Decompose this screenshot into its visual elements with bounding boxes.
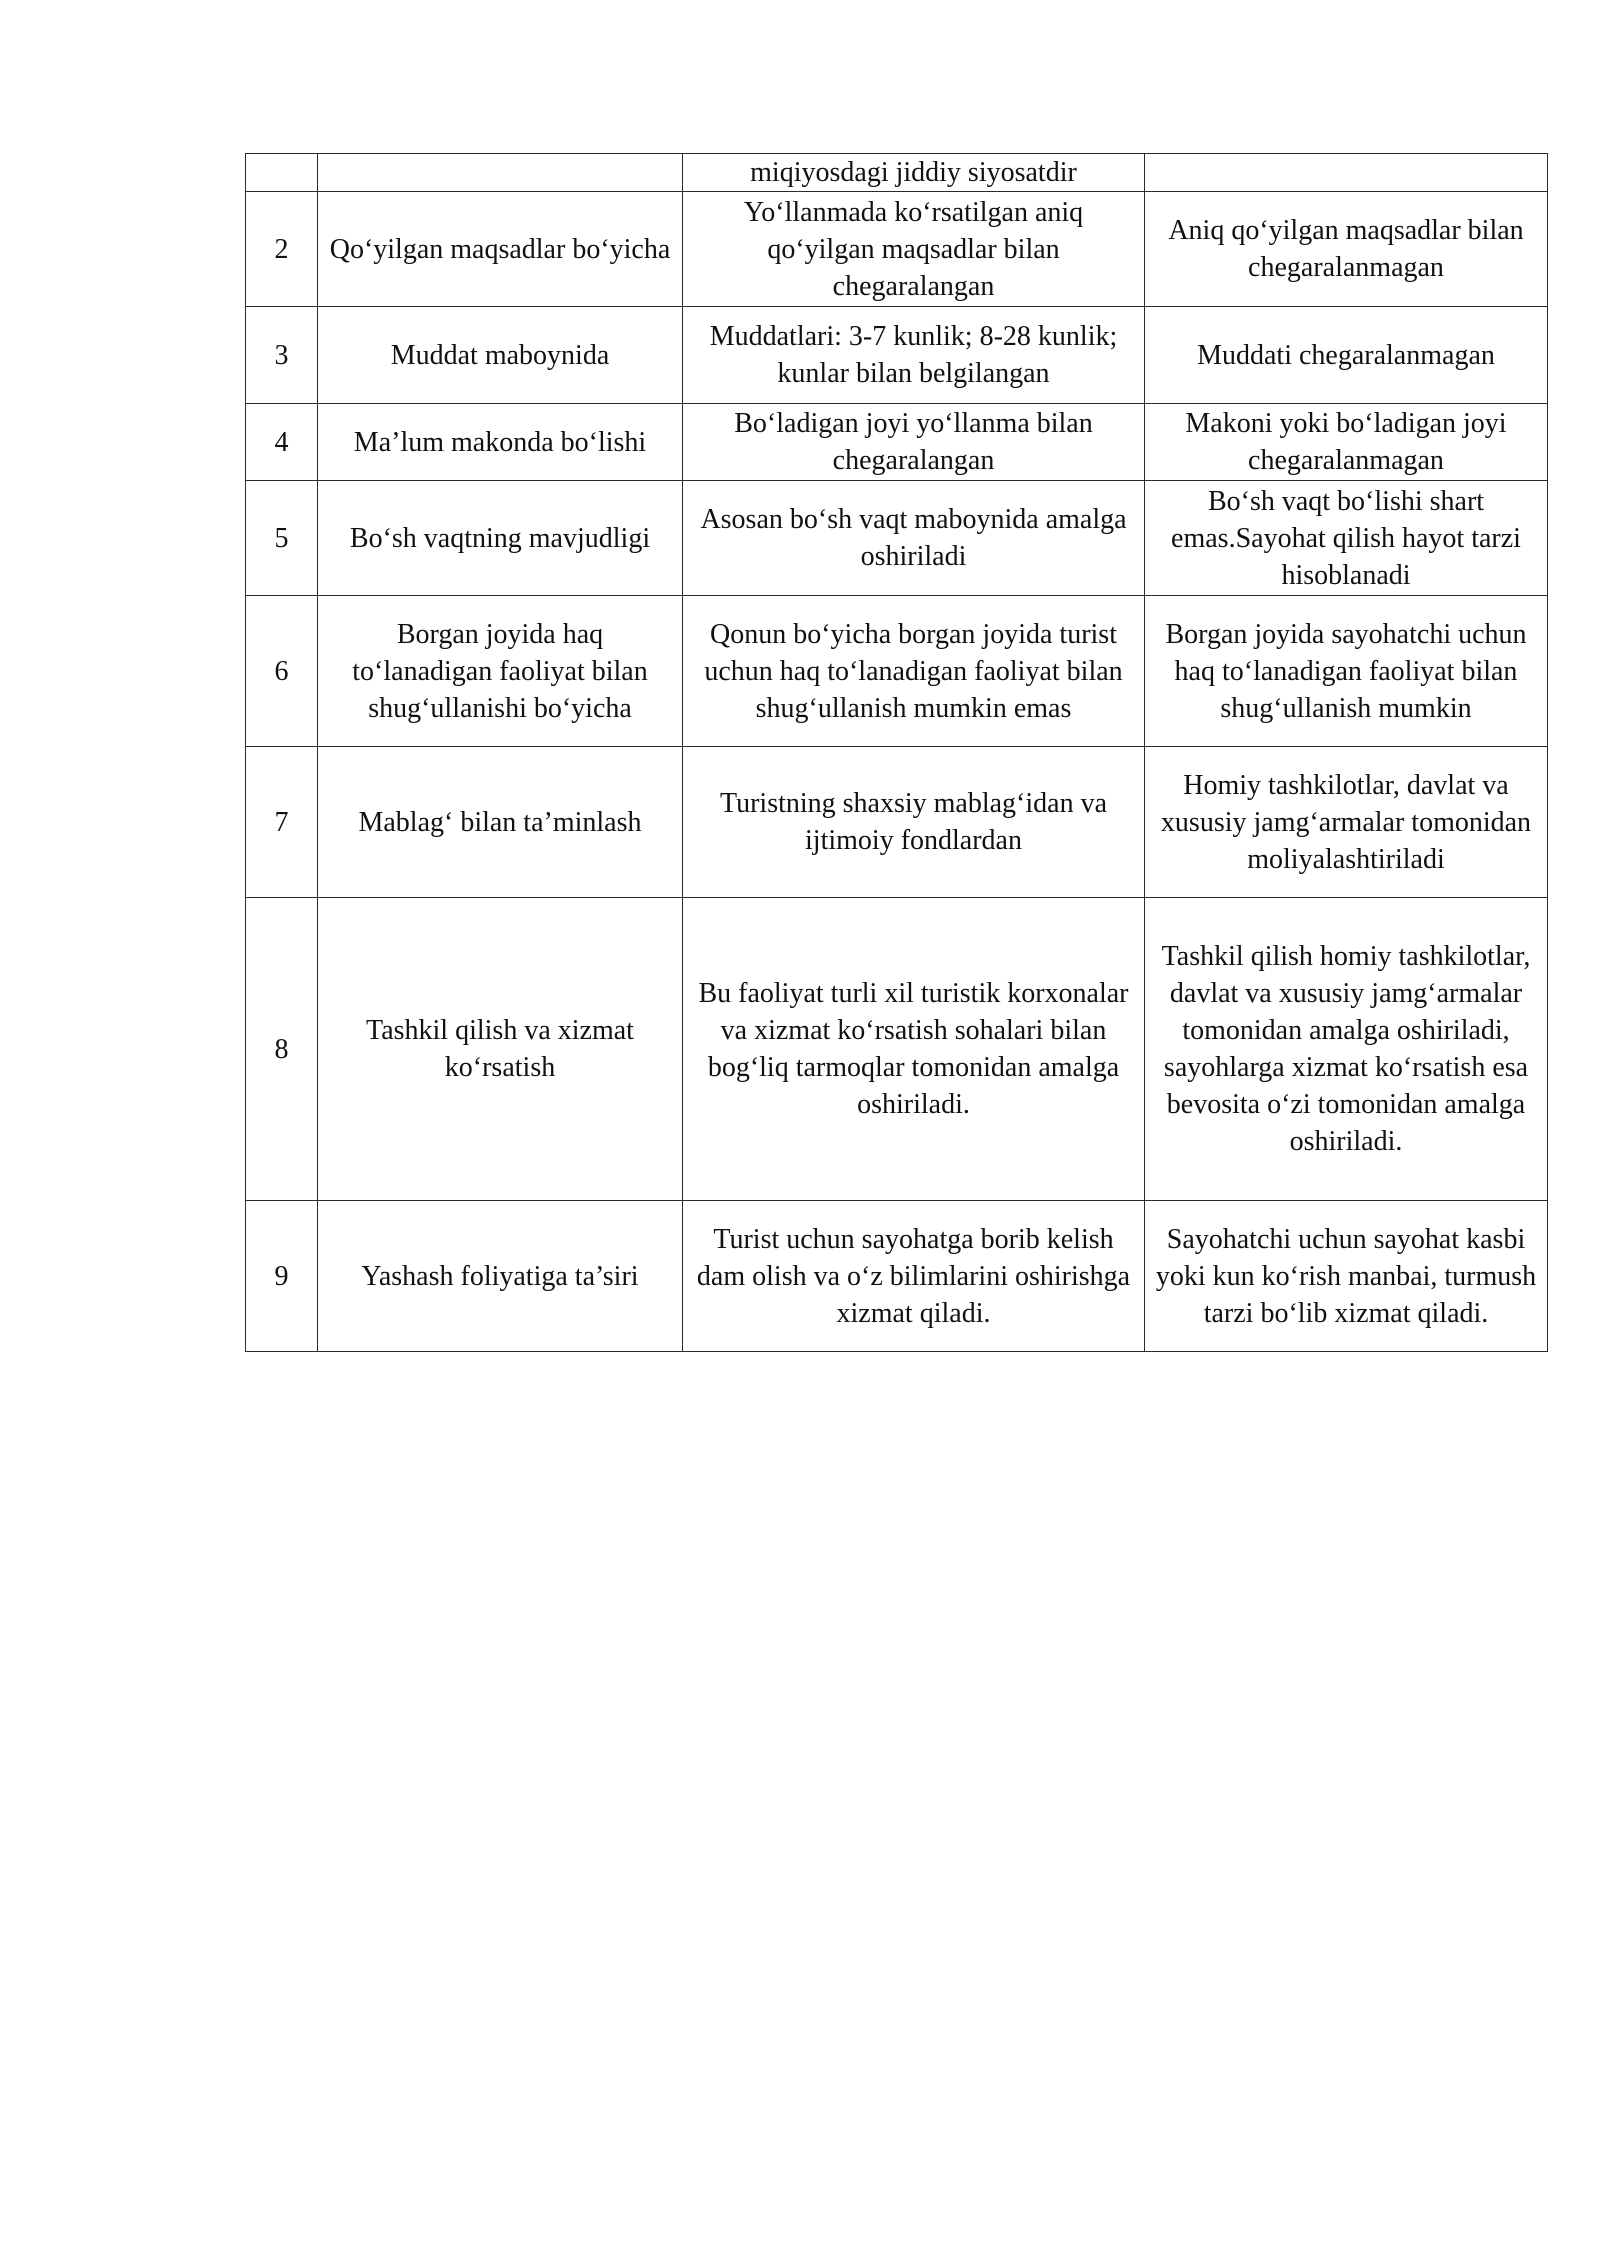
travel-cell: Borgan joyida sayohatchi uchun haq to‘lanadigan faoliyat bilan shug‘ullanish mumkin	[1145, 596, 1548, 747]
travel-cell: Aniq qo‘yilgan maqsadlar bilan chegaralanmagan	[1145, 192, 1548, 307]
tourism-cell: Bu faoliyat turli xil turistik korxonalar va xizmat ko‘rsatish sohalari bilan bog‘liq tarmoqlar tomonidan amalga oshiriladi.	[683, 898, 1145, 1201]
travel-cell: Makoni yoki bo‘ladigan joyi chegaralanmagan	[1145, 404, 1548, 481]
tourism-cell: Yo‘llanmada ko‘rsatilgan aniq qo‘yilgan maqsadlar bilan chegaralangan	[683, 192, 1145, 307]
table-row	[246, 747, 1548, 898]
criterion-cell: Borgan joyida haq to‘lanadigan faoliyat bilan shug‘ullanishi bo‘yicha	[318, 596, 683, 747]
table-row	[246, 1201, 1548, 1352]
tourism-cell: Muddatlari: 3-7 kunlik; 8-28 kunlik; kunlar bilan belgilangan	[683, 307, 1145, 404]
comparison-table	[245, 153, 1548, 1352]
criterion-cell: Bo‘sh vaqtning mavjudligi	[318, 481, 683, 596]
travel-cell: Tashkil qilish homiy tashkilotlar, davlat va xususiy jamg‘armalar tomonidan amalga oshiriladi, sayohlarga xizmat ko‘rsatish esa bevosita o‘zi tomonidan amalga oshiriladi.	[1145, 898, 1548, 1201]
travel-cell: Sayohatchi uchun sayohat kasbi yoki kun ko‘rish manbai, turmush tarzi bo‘lib xizmat qiladi.	[1145, 1201, 1548, 1352]
row-number-cell: 5	[246, 481, 318, 596]
tourism-cell: Qonun bo‘yicha borgan joyida turist uchun haq to‘lanadigan faoliyat bilan shug‘ullanish mumkin emas	[683, 596, 1145, 747]
row-number-cell: 4	[246, 404, 318, 481]
criterion-cell	[318, 154, 683, 192]
table-row	[246, 192, 1548, 307]
travel-cell: Muddati chegaralanmagan	[1145, 307, 1548, 404]
row-number-cell: 9	[246, 1201, 318, 1352]
tourism-cell: miqiyosdagi jiddiy siyosatdir	[683, 154, 1145, 192]
criterion-cell: Muddat maboynida	[318, 307, 683, 404]
table-row-continuation	[246, 154, 1548, 192]
tourism-cell: Turistning shaxsiy mablag‘idan va ijtimoiy fondlardan	[683, 747, 1145, 898]
row-number-cell: 6	[246, 596, 318, 747]
criterion-cell: Qo‘yilgan maqsadlar bo‘yicha	[318, 192, 683, 307]
row-number-cell: 2	[246, 192, 318, 307]
criterion-cell: Mablag‘ bilan ta’minlash	[318, 747, 683, 898]
criterion-cell: Tashkil qilish va xizmat ko‘rsatish	[318, 898, 683, 1201]
row-number-cell	[246, 154, 318, 192]
tourism-cell: Bo‘ladigan joyi yo‘llanma bilan chegaralangan	[683, 404, 1145, 481]
row-number-cell: 7	[246, 747, 318, 898]
tourism-cell: Asosan bo‘sh vaqt maboynida amalga oshiriladi	[683, 481, 1145, 596]
table-row	[246, 307, 1548, 404]
tourism-cell: Turist uchun sayohatga borib kelish dam olish va o‘z bilimlarini oshirishga xizmat qiladi.	[683, 1201, 1145, 1352]
row-number-cell: 3	[246, 307, 318, 404]
travel-cell: Homiy tashkilotlar, davlat va xususiy jamg‘armalar tomonidan moliyalashtiriladi	[1145, 747, 1548, 898]
criterion-cell: Yashash foliyatiga ta’siri	[318, 1201, 683, 1352]
table-row	[246, 404, 1548, 481]
table-row	[246, 481, 1548, 596]
table-row	[246, 898, 1548, 1201]
table-row	[246, 596, 1548, 747]
travel-cell	[1145, 154, 1548, 192]
row-number-cell: 8	[246, 898, 318, 1201]
travel-cell: Bo‘sh vaqt bo‘lishi shart emas.Sayohat qilish hayot tarzi hisoblanadi	[1145, 481, 1548, 596]
criterion-cell: Ma’lum makonda bo‘lishi	[318, 404, 683, 481]
